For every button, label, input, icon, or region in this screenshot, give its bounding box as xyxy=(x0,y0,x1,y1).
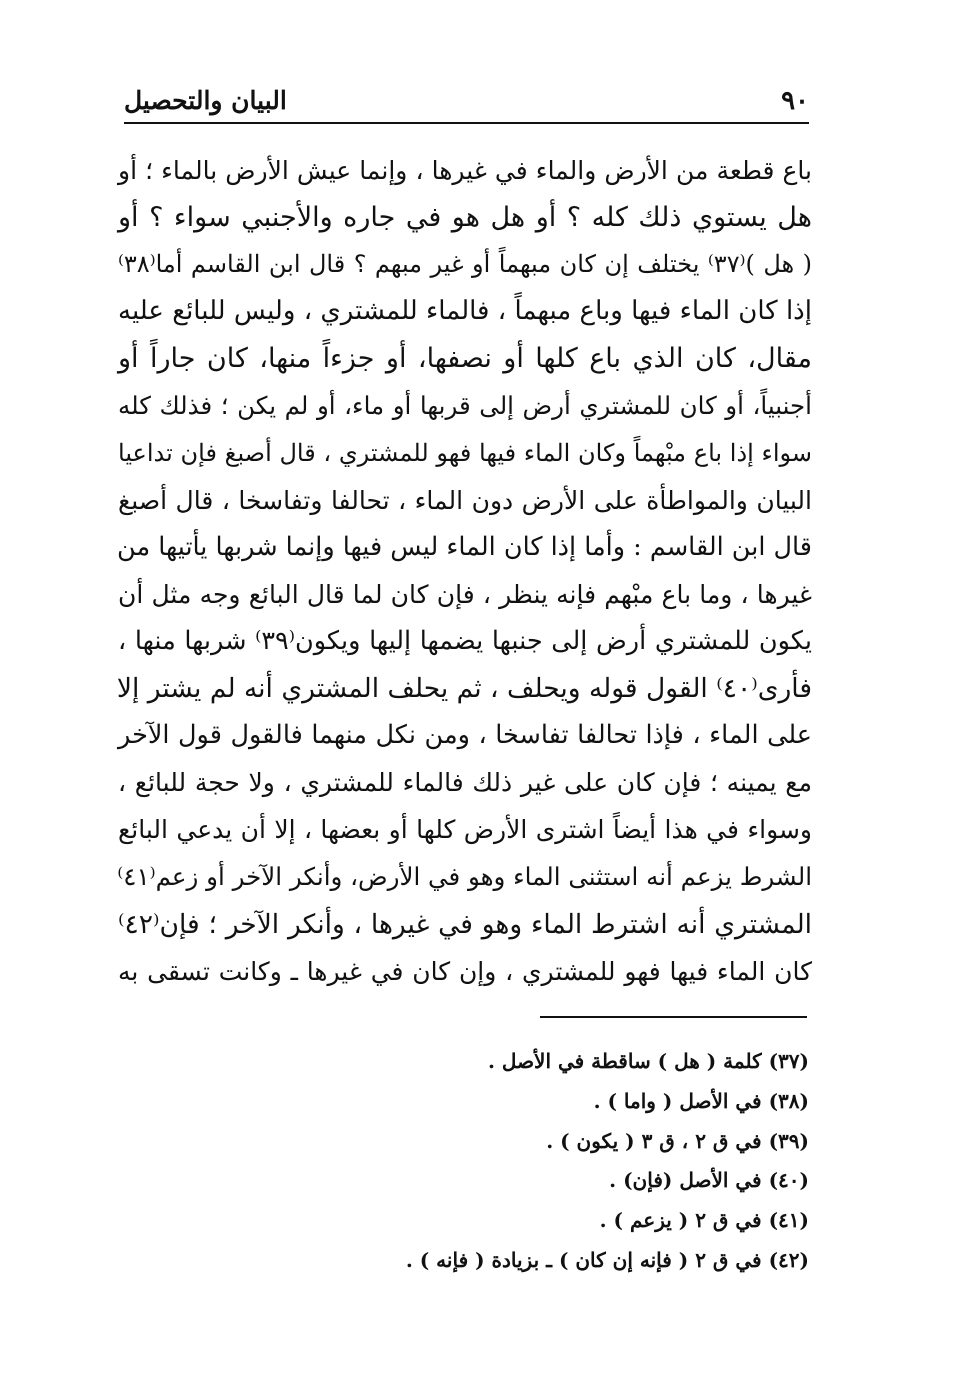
footnote-rule xyxy=(540,1016,807,1018)
body-line: البيان والمواطأة على الأرض دون الماء ، تحالفا وتفاسخا ، قال أصبغ xyxy=(118,485,812,515)
footnote: (٤٠) في الأصل (فإن) . xyxy=(609,1168,809,1193)
body-line: مع يمينه ؛ فإن كان على غير ذلك فالماء للمشتري ، ولا حجة للبائع ، xyxy=(118,768,812,798)
footnotes xyxy=(300,1042,809,1281)
body-line: باع قطعة من الأرض والماء في غيرها ، وإنما عيش الأرض بالماء ؛ أو xyxy=(118,156,812,185)
body-line: مقال، كان الذي باع كلها أو نصفها، أو جزءاً منها، كان جاراً أو xyxy=(118,343,812,375)
body-line: وسواء في هذا أيضاً اشترى الأرض كلها أو بعضها ، إلا أن يدعي البائع xyxy=(118,815,812,845)
running-title: البيان والتحصيل xyxy=(124,86,287,115)
page-header xyxy=(124,84,809,120)
body-line: يكون للمشتري أرض إلى جنبها يضمها إليها ويكون⁽٣٩⁾ شربها منها ، xyxy=(118,625,812,656)
header-rule xyxy=(124,122,809,124)
body-line: المشتري أنه اشترط الماء وهو في غيرها ، وأنكر الآخر ؛ فإن⁽٤٢⁾ xyxy=(118,908,812,940)
body-line: الشرط يزعم أنه استثنى الماء وهو في الأرض، وأنكر الآخر أو زعم⁽٤١⁾ xyxy=(117,862,812,892)
body-line: سواء إذا باع مبْهماً وكان الماء فيها فهو للمشتري ، قال أصبغ فإن تداعيا xyxy=(118,438,812,467)
body-line: إذا كان الماء فيها وباع مبهماً ، فالماء للمشتري ، وليس للبائع عليه xyxy=(118,296,812,327)
footnote: (٣٧) كلمة ( هل ) ساقطة في الأصل . xyxy=(488,1049,809,1073)
body-line: على الماء ، فإذا تحالفا تفاسخا ، ومن نكل منهما فالقول قول الآخر xyxy=(118,720,812,751)
body-line: قال ابن القاسم : وأما إذا كان الماء ليس فيها وإنما شربها يأتيها من xyxy=(117,531,812,562)
footnote: (٣٩) في ق ٢ ، ق ٣ ( يكون ) . xyxy=(546,1128,809,1153)
footnote: (٤١) في ق ٢ ( يزعم ) . xyxy=(599,1208,809,1233)
footnote: (٣٨) في الأصل ( واما ) . xyxy=(593,1088,809,1113)
body-line: فأرى⁽٤٠⁾ القول قوله ويحلف ، ثم يحلف المشتري أنه لم يشتر إلا xyxy=(116,673,812,705)
body-line: ( هل )⁽٣٧⁾ يختلف إن كان مبهماً أو غير مبهم ؟ قال ابن القاسم أما⁽٣٨⁾ xyxy=(118,250,812,279)
body-line: كان الماء فيها فهو للمشتري ، وإن كان في غيرها ـ وكانت تسقى به xyxy=(118,956,812,986)
body-text xyxy=(118,147,812,995)
body-line: غيرها ، وما باع مبْهم فإنه ينظر ، فإن كان لما قال البائع وجه مثل أن xyxy=(118,579,812,609)
body-line: أجنبياً، أو كان للمشتري أرض إلى قربها أو ماء، أو لم يكن ؛ فذلك كله xyxy=(118,391,812,421)
page-number: ٩٠ xyxy=(781,86,809,116)
footnote: (٤٢) في ق ٢ ( فإنه إن كان ) ـ بزيادة ( فإنه ) . xyxy=(405,1247,809,1272)
body-line: هل يستوي ذلك كله ؟ أو هل هو في جاره والأجنبي سواء ؟ أو xyxy=(118,202,812,234)
